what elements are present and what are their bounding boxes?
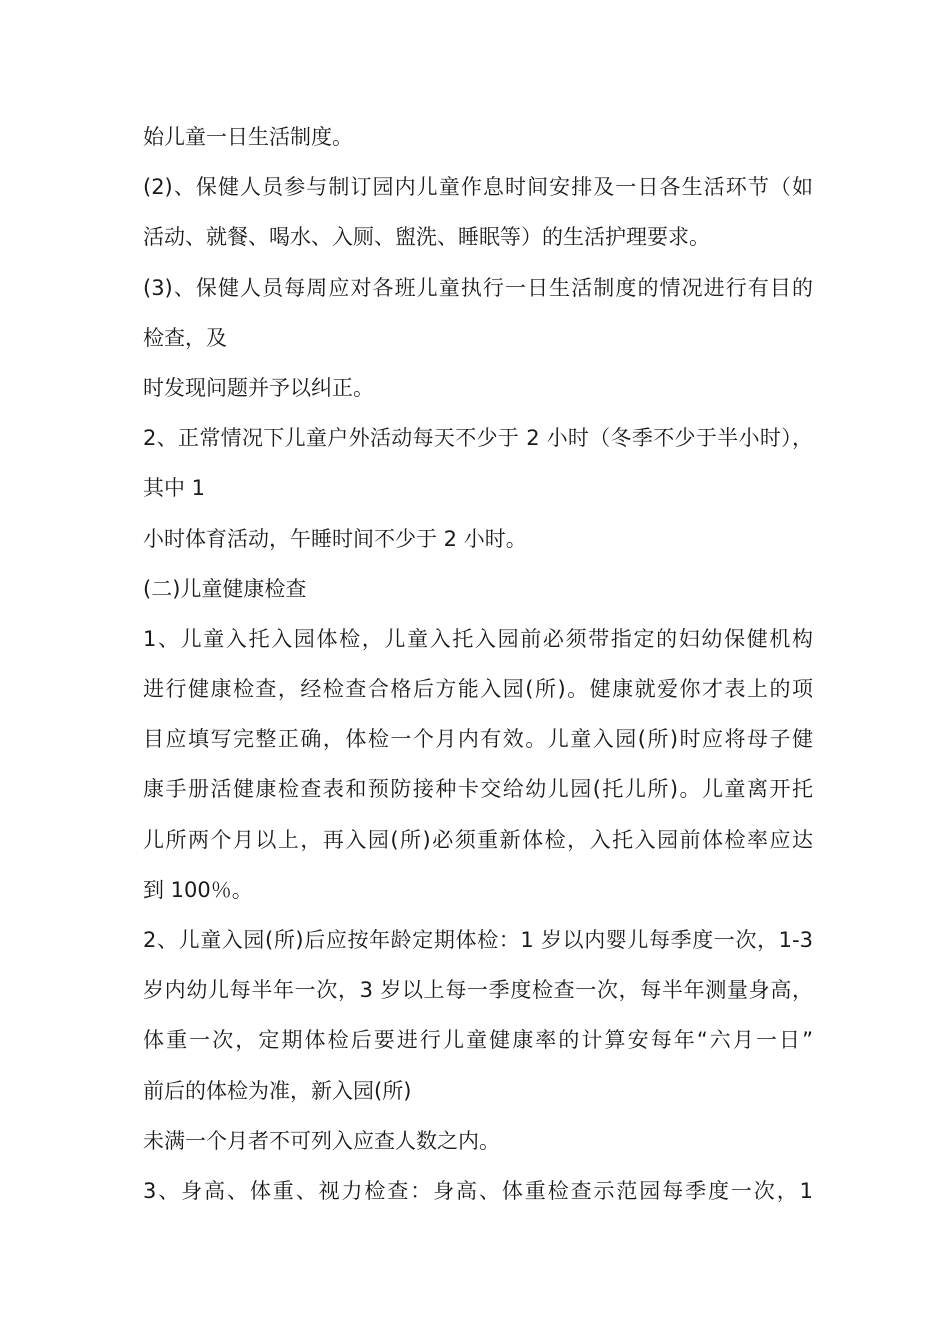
text-line: 检查，及	[143, 325, 227, 350]
text-line: 时发现问题并予以纠正。	[143, 375, 374, 400]
text-line: 康手册活健康检查表和预防接种卡交给幼儿园(托儿所)。儿童离开托	[143, 777, 813, 802]
text-line: 始儿童一日生活制度。	[143, 125, 353, 149]
text-line: 未满一个月者不可列入应查人数之内。	[143, 1128, 500, 1153]
text-line: 活动、就餐、喝水、入厕、盥洗、睡眠等）的生活护理要求。	[143, 225, 710, 250]
text-line: 目应填写完整正确，体检一个月内有效。儿童入园(所)时应将母子健	[143, 727, 813, 752]
text-line: 进行健康检查，经检查合格后方能入园(所)。健康就爱你才表上的项	[143, 677, 813, 702]
text-line: 1、儿童入托入园体检，儿童入托入园前必须带指定的妇幼保健机构	[143, 626, 813, 651]
text-line: 2、儿童入园(所)后应按年龄定期体检：1 岁以内婴儿每季度一次，1-3	[143, 928, 813, 952]
text-line: (2)、保健人员参与制订园内儿童作息时间安排及一日各生活环节（如	[143, 175, 813, 200]
text-line: 体重一次，定期体检后要进行儿童健康率的计算安每年“六月一日”	[143, 1028, 813, 1053]
text-line: (3)、保健人员每周应对各班儿童执行一日生活制度的情况进行有目的	[143, 275, 813, 300]
text-line: 3、身高、体重、视力检查：身高、体重检查示范园每季度一次，1	[143, 1178, 813, 1203]
text-line: 小时体育活动，午睡时间不少于 2 小时。	[143, 526, 527, 551]
text-line: 到 100％。	[143, 877, 253, 902]
text-line: 2、正常情况下儿童户外活动每天不少于 2 小时（冬季不少于半小时），	[143, 426, 813, 451]
text-line: 儿所两个月以上，再入园(所)必须重新体检，入托入园前体检率应达	[143, 827, 813, 852]
text-line: 其中 1	[143, 476, 206, 501]
text-line: 岁内幼儿每半年一次，3 岁以上每一季度检查一次，每半年测量身高，	[143, 978, 813, 1003]
text-line: (二)儿童健康检查	[143, 576, 307, 601]
document-body	[143, 112, 813, 1216]
text-line: 前后的体检为准，新入园(所)	[143, 1078, 412, 1103]
